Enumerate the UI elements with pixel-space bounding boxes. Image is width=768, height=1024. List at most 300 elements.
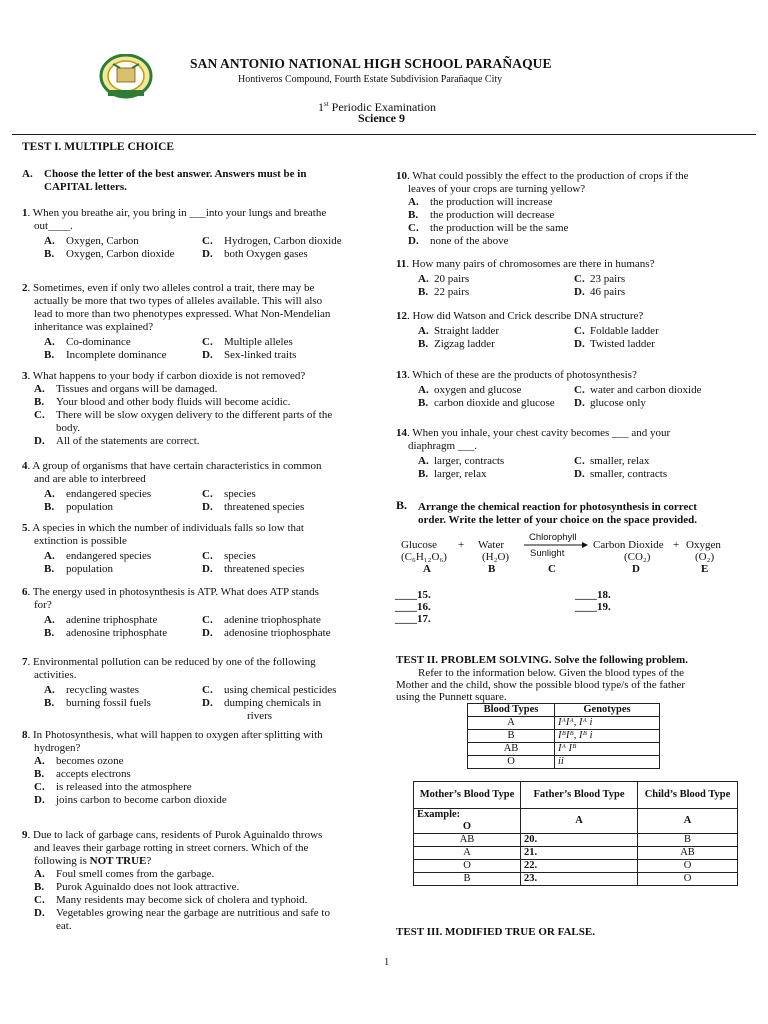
option-text: burning fossil fuels — [66, 697, 151, 709]
answer-option[interactable] — [574, 397, 646, 410]
eq-plus-2: + — [673, 539, 680, 551]
table-cell: IᴮIᴮ, Iᴮ i — [555, 730, 660, 743]
answer-option[interactable] — [418, 397, 555, 410]
table-cell: Iᴬ Iᴮ — [555, 743, 660, 756]
answer-option[interactable] — [202, 614, 321, 627]
question-number: 10 — [396, 170, 407, 182]
option-letter: C. — [574, 325, 585, 337]
option-letter: D. — [202, 349, 213, 361]
table-header: Blood Types — [468, 704, 555, 717]
question-number: 14 — [396, 427, 407, 439]
option-text: joins carbon to become carbon dioxide — [56, 794, 227, 806]
question-line — [22, 207, 326, 220]
answer-option[interactable] — [202, 336, 293, 349]
option-text: carbon dioxide and glucose — [434, 397, 555, 409]
question-text: out____. — [34, 220, 73, 232]
eq-sunlight: Sunlight — [530, 548, 565, 559]
option-text: larger, contracts — [434, 455, 505, 467]
option-letter: A. — [408, 196, 419, 208]
header-divider — [12, 134, 756, 135]
answer-option[interactable] — [418, 286, 469, 299]
answer-option[interactable] — [202, 550, 256, 563]
option-letter: B. — [44, 627, 55, 639]
table-cell: IᴬIᴬ, Iᴬ i — [555, 717, 660, 730]
option-letter: C. — [202, 488, 213, 500]
option-text: is released into the atmosphere — [56, 781, 192, 793]
table-row — [414, 860, 738, 873]
option-text: population — [66, 563, 114, 575]
question-text: extinction is possible — [34, 535, 127, 547]
question-number: 5 — [22, 522, 28, 534]
answer-option[interactable] — [34, 894, 307, 907]
option-letter: A. — [418, 273, 429, 285]
answer-option[interactable] — [418, 338, 495, 351]
question-line — [34, 855, 151, 868]
table-cell: O — [468, 756, 555, 769]
option-text: becomes ozone — [56, 755, 124, 767]
answer-option[interactable] — [574, 468, 667, 481]
option-letter: C. — [202, 550, 213, 562]
answer-option[interactable] — [574, 325, 659, 338]
partA-letter: A. — [22, 168, 33, 180]
question-number: 9 — [22, 829, 28, 841]
option-letter: B. — [34, 768, 45, 780]
option-letter: A. — [44, 488, 55, 500]
question-number: 4 — [22, 460, 28, 472]
option-text: oxygen and glucose — [434, 384, 522, 396]
question-text: leaves of your crops are turning yellow? — [408, 183, 586, 195]
question-text: ? — [146, 855, 152, 867]
answer-option[interactable] — [202, 563, 304, 576]
option-continuation: eat. — [56, 920, 72, 932]
question-line — [34, 473, 146, 486]
option-text: adenine triphosphate — [66, 614, 158, 626]
question-text: lead to more than two phenotypes expressed. What Non-Mendelian — [34, 308, 331, 320]
option-text: Straight ladder — [434, 325, 500, 337]
answer-option[interactable] — [418, 325, 499, 338]
option-text: endangered species — [66, 488, 152, 500]
table-row — [468, 743, 660, 756]
question-text: activities. — [34, 669, 77, 681]
answer-option[interactable] — [418, 468, 487, 481]
question-line — [34, 742, 80, 755]
answer-option[interactable] — [202, 349, 296, 362]
answer-option[interactable] — [574, 273, 625, 286]
eq-letter-b: B — [488, 563, 496, 575]
question-line — [22, 522, 304, 535]
option-letter: B. — [408, 209, 419, 221]
answer-option[interactable] — [44, 488, 151, 501]
question-text: . Sometimes, even if only two alleles control a trait, there may be — [27, 282, 315, 294]
question-line — [396, 369, 637, 382]
blank-16[interactable]: ____16. — [395, 601, 431, 613]
table-row — [414, 834, 738, 847]
question-line — [34, 295, 322, 308]
question-text: diaphragm ___. — [408, 440, 478, 452]
question-number: 11 — [396, 258, 407, 270]
table-header: Child’s Blood Type — [638, 782, 738, 809]
question-text: actually be more that two types of alleles available. This will also — [34, 295, 323, 307]
option-letter: A. — [34, 383, 45, 395]
option-text: Your blood and other body fluids will become acidic. — [56, 396, 291, 408]
answer-option[interactable] — [34, 755, 124, 768]
table-cell: ii — [555, 756, 660, 769]
question-line — [396, 258, 654, 271]
answer-option[interactable] — [408, 235, 509, 248]
partB-letter: B. — [396, 498, 408, 512]
question-line — [22, 370, 305, 383]
option-letter: C. — [202, 614, 213, 626]
question-text: inheritance was explained? — [34, 321, 154, 333]
option-letter: D. — [202, 563, 213, 575]
option-text: threatened species — [224, 563, 305, 575]
question-number: 6 — [22, 586, 28, 598]
table-row — [414, 809, 738, 834]
option-letter: C. — [408, 222, 419, 234]
answer-option[interactable] — [574, 384, 701, 397]
question-text: . How many pairs of chromosomes are there in humans? — [406, 258, 655, 270]
option-text: recycling wastes — [66, 684, 139, 696]
punnett-problem-table — [413, 781, 738, 886]
question-text: . In Photosynthesis, what will happen to oxygen after splitting with — [27, 729, 323, 741]
answer-option[interactable] — [44, 349, 167, 362]
option-text: Purok Aguinaldo does not look attractive. — [56, 881, 240, 893]
question-number: 8 — [22, 729, 28, 741]
eq-letter-d: D — [632, 563, 640, 575]
option-letter: C. — [574, 384, 585, 396]
option-letter: C. — [202, 684, 213, 696]
option-text: larger, relax — [434, 468, 487, 480]
table-cell: O — [638, 873, 738, 886]
option-letter: B. — [44, 563, 55, 575]
answer-option[interactable] — [34, 409, 332, 422]
test2-title: TEST II. PROBLEM SOLVING. Solve the following problem. — [396, 654, 688, 666]
question-line — [34, 535, 127, 548]
question-line — [34, 599, 52, 612]
option-text: 46 pairs — [590, 286, 626, 298]
answer-option[interactable] — [34, 383, 217, 396]
option-continuation: rivers — [247, 710, 273, 722]
answer-option[interactable] — [44, 563, 113, 576]
table-cell: A — [521, 809, 638, 834]
option-letter: A. — [418, 384, 429, 396]
option-letter: D. — [408, 235, 419, 247]
table-cell: A — [638, 809, 738, 834]
answer-option[interactable] — [202, 627, 331, 640]
answer-option[interactable] — [44, 550, 151, 563]
table-cell[interactable]: 20. — [521, 834, 638, 847]
option-text: There will be slow oxygen delivery to the different parts of the — [56, 409, 333, 421]
answer-option[interactable] — [574, 286, 625, 299]
question-line — [34, 669, 76, 682]
eq-letter-a: A — [423, 563, 431, 575]
option-text: Multiple alleles — [224, 336, 293, 348]
answer-option[interactable] — [44, 697, 151, 710]
question-line — [396, 170, 689, 183]
table-row — [414, 782, 738, 809]
table-header: Father’s Blood Type — [521, 782, 638, 809]
table-header: Genotypes — [555, 704, 660, 717]
eq-glucose: Glucose — [401, 539, 438, 551]
option-letter: D. — [202, 627, 213, 639]
option-letter: D. — [202, 697, 213, 709]
school-address: Hontiveros Compound, Fourth Estate Subdivision Parañaque City — [238, 74, 503, 85]
table-cell[interactable]: 23. — [521, 873, 638, 886]
option-text: the production will decrease — [430, 209, 555, 221]
answer-option[interactable] — [202, 235, 342, 248]
option-text: species — [224, 550, 256, 562]
option-letter: D. — [574, 338, 585, 350]
option-letter: A. — [418, 325, 429, 337]
table-row — [468, 756, 660, 769]
question-text: . The energy used in photosynthesis is ATP. What does ATP stands — [27, 586, 319, 598]
eq-letter-c: C — [548, 563, 556, 575]
option-text: Zigzag ladder — [434, 338, 495, 350]
formula-co2: (CO₂) — [624, 551, 651, 563]
option-text: using chemical pesticides — [224, 684, 337, 696]
option-text: glucose only — [590, 397, 646, 409]
answer-option[interactable] — [34, 881, 239, 894]
table-cell: B — [468, 730, 555, 743]
option-text: Tissues and organs will be damaged. — [56, 383, 218, 395]
answer-option[interactable] — [202, 488, 256, 501]
option-text: Co-dominance — [66, 336, 131, 348]
answer-option[interactable] — [34, 794, 227, 807]
table-cell: B — [414, 873, 521, 886]
answer-option[interactable] — [408, 196, 553, 209]
option-letter: B. — [34, 396, 45, 408]
eq-plus-1: + — [458, 539, 465, 551]
question-line — [22, 829, 322, 842]
question-number: 13 — [396, 369, 407, 381]
question-line — [22, 460, 321, 473]
option-letter: B. — [418, 338, 429, 350]
answer-option[interactable] — [44, 501, 113, 514]
question-line — [34, 842, 308, 855]
option-letter: D. — [202, 501, 213, 513]
question-text: . When you inhale, your chest cavity becomes ___ and your — [407, 427, 671, 439]
option-letter: C. — [34, 894, 45, 906]
answer-option[interactable] — [44, 684, 139, 697]
option-letter: A. — [418, 455, 429, 467]
option-letter: C. — [574, 273, 585, 285]
table-row — [468, 730, 660, 743]
option-letter: A. — [44, 550, 55, 562]
question-line — [22, 656, 316, 669]
question-line — [34, 220, 73, 233]
question-line — [22, 729, 323, 742]
table-row — [468, 704, 660, 717]
option-text: Many residents may become sick of cholera and typhoid. — [56, 894, 308, 906]
option-letter: D. — [574, 397, 585, 409]
answer-option[interactable] — [44, 248, 174, 261]
table-cell: AB — [468, 743, 555, 756]
answer-option[interactable] — [202, 501, 304, 514]
formula-water: (H₂O) — [482, 551, 510, 563]
option-letter: D. — [574, 468, 585, 480]
option-text: All of the statements are correct. — [56, 435, 200, 447]
answer-option[interactable] — [44, 336, 131, 349]
answer-option[interactable] — [44, 235, 139, 248]
option-letter: A. — [44, 235, 55, 247]
question-line — [34, 308, 330, 321]
option-letter: B. — [418, 286, 429, 298]
question-text: following is — [34, 855, 90, 867]
question-number: 7 — [22, 656, 28, 668]
option-text: adenosine triophosphate — [224, 627, 331, 639]
answer-option[interactable] — [34, 768, 131, 781]
question-line — [22, 586, 319, 599]
option-text: accepts electrons — [56, 768, 131, 780]
option-text: the production will be the same — [430, 222, 569, 234]
option-text: population — [66, 501, 114, 513]
option-letter: B. — [44, 501, 55, 513]
question-text: . Due to lack of garbage cans, residents of Purok Aguinaldo throws — [27, 829, 323, 841]
option-letter: B. — [34, 881, 45, 893]
question-line — [396, 310, 643, 323]
answer-option[interactable] — [34, 868, 214, 881]
formula-o2: (O₂) — [695, 551, 715, 563]
question-text: and leaves their garbage rotting in street corners. Which of the — [34, 842, 309, 854]
option-text: adenine triophosphate — [224, 614, 321, 626]
option-text: smaller, relax — [590, 455, 650, 467]
option-letter: A. — [44, 684, 55, 696]
question-line — [22, 282, 314, 295]
option-text: dumping chemicals in — [224, 697, 322, 709]
page-number: 1 — [384, 957, 390, 968]
blank-15[interactable]: ____15. — [395, 589, 431, 601]
table-cell: A — [414, 847, 521, 860]
table-cell: O — [414, 860, 521, 873]
question-line — [408, 440, 477, 453]
answer-option[interactable] — [574, 338, 655, 351]
question-number: 1 — [22, 207, 28, 219]
option-text: Hydrogen, Carbon dioxide — [224, 235, 342, 247]
option-text: 22 pairs — [434, 286, 470, 298]
question-number: 12 — [396, 310, 407, 322]
subject-title: Science 9 — [358, 111, 405, 125]
answer-option[interactable] — [574, 455, 649, 468]
eq-water: Water — [478, 539, 504, 551]
answer-option[interactable] — [34, 435, 200, 448]
answer-option[interactable] — [44, 614, 157, 627]
question-text: . A group of organisms that have certain characteristics in common — [27, 460, 322, 472]
question-text: . How did Watson and Crick describe DNA structure? — [407, 310, 644, 322]
partA-instr-2: CAPITAL letters. — [44, 181, 127, 193]
option-text: endangered species — [66, 550, 152, 562]
answer-option[interactable] — [202, 248, 308, 261]
option-text: Twisted ladder — [590, 338, 655, 350]
option-text: Oxygen, Carbon — [66, 235, 139, 247]
option-letter: B. — [44, 349, 55, 361]
option-letter: D. — [574, 286, 585, 298]
option-text: species — [224, 488, 256, 500]
option-letter: C. — [34, 781, 45, 793]
option-text: threatened species — [224, 501, 305, 513]
question-text: . What happens to your body if carbon dioxide is not removed? — [27, 370, 306, 382]
option-letter: D. — [34, 435, 45, 447]
table-cell: Example: O — [414, 809, 521, 834]
answer-option[interactable] — [202, 697, 321, 710]
option-letter: B. — [418, 468, 429, 480]
table-cell: AB — [638, 847, 738, 860]
option-letter: C. — [202, 235, 213, 247]
option-letter: D. — [34, 907, 45, 919]
answer-option[interactable] — [202, 684, 336, 697]
option-text: Foul smell comes from the garbage. — [56, 868, 215, 880]
test3-title: TEST III. MODIFIED TRUE OR FALSE. — [396, 926, 595, 938]
table-cell: A — [468, 717, 555, 730]
blood-type-table — [467, 703, 660, 769]
option-letter: B. — [418, 397, 429, 409]
answer-option[interactable] — [34, 781, 192, 794]
eq-chlorophyll: Chlorophyll — [529, 532, 577, 543]
option-letter: B. — [44, 697, 55, 709]
question-text: . When you breathe air, you bring in ___into your lungs and breathe — [27, 207, 327, 219]
option-letter: C. — [202, 336, 213, 348]
answer-option[interactable] — [418, 384, 521, 397]
blank-17[interactable]: ____17. — [395, 613, 431, 625]
option-text: water and carbon dioxide — [590, 384, 702, 396]
test2-text-3: using the Punnett square. — [396, 691, 507, 703]
blank-18[interactable]: ____18. — [575, 589, 611, 601]
answer-option[interactable] — [408, 222, 568, 235]
test2-text-2: Mother and the child, show the possible blood type/s of the father — [396, 679, 685, 691]
table-cell: AB — [414, 834, 521, 847]
school-seal-logo — [98, 54, 154, 100]
question-emphasis: NOT TRUE — [89, 855, 147, 867]
option-letter: A. — [34, 868, 45, 880]
answer-option[interactable] — [408, 209, 554, 222]
eq-oxygen: Oxygen — [686, 539, 721, 551]
option-text: Foldable ladder — [590, 325, 659, 337]
answer-option[interactable] — [418, 455, 504, 468]
table-cell[interactable]: 21. — [521, 847, 638, 860]
question-line — [34, 321, 153, 334]
table-cell: B — [638, 834, 738, 847]
blank-19[interactable]: ____19. — [575, 601, 611, 613]
option-continuation: body. — [56, 422, 81, 434]
answer-option[interactable] — [44, 627, 167, 640]
option-letter: A. — [44, 336, 55, 348]
exam-title: 1st Periodic Examination — [318, 100, 436, 114]
table-cell[interactable]: 22. — [521, 860, 638, 873]
partB-instr-2: order. Write the letter of your choice on the space provided. — [418, 514, 698, 526]
partB-instr-1: Arrange the chemical reaction for photosynthesis in correct — [418, 501, 697, 513]
option-text: Oxygen, Carbon dioxide — [66, 248, 175, 260]
option-letter: C. — [34, 409, 45, 421]
option-text: Sex-linked traits — [224, 349, 297, 361]
table-row — [414, 847, 738, 860]
option-letter: A. — [34, 755, 45, 767]
option-letter: D. — [202, 248, 213, 260]
eq-letter-e: E — [701, 563, 709, 575]
option-text: both Oxygen gases — [224, 248, 308, 260]
answer-option[interactable] — [418, 273, 469, 286]
question-line — [408, 183, 585, 196]
answer-option[interactable] — [34, 396, 290, 409]
option-letter: A. — [44, 614, 55, 626]
option-text: smaller, contracts — [590, 468, 668, 480]
option-text: the production will increase — [430, 196, 553, 208]
answer-option[interactable] — [34, 907, 330, 920]
table-cell: O — [638, 860, 738, 873]
table-row — [468, 717, 660, 730]
option-text: Incomplete dominance — [66, 349, 167, 361]
partA-instr-1: Choose the letter of the best answer. Answers must be in — [44, 168, 307, 180]
option-letter: C. — [574, 455, 585, 467]
question-text: . Which of these are the products of photosynthesis? — [407, 369, 637, 381]
